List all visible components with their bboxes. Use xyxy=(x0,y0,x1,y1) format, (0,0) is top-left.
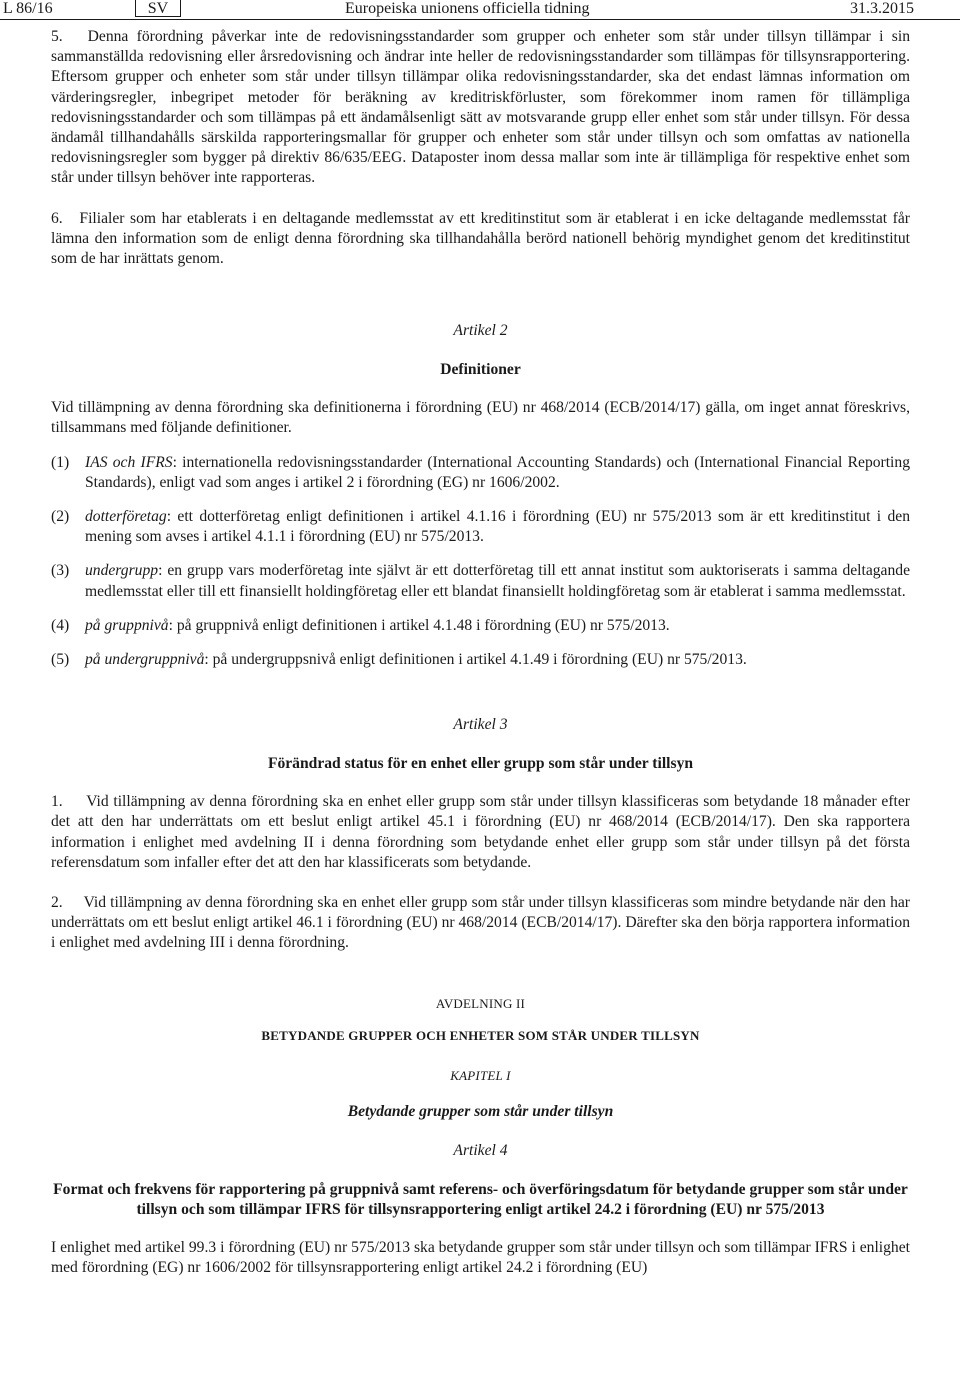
chapter-heading: Betydande grupper som står under tillsyn xyxy=(347,1102,614,1120)
list-item-text xyxy=(85,561,910,601)
list-item xyxy=(51,616,910,636)
paragraph-6-text: Filialer som har etablerats i en deltagande medlemsstat av ett kreditinstitut som är etablerat i en icke deltagande medlemsstat får lämna den information som de enligt denna förordning ska tillhandahålla berörd nationell behörig myndighet genom det kreditinstitut som de har inrättats genom. xyxy=(51,209,910,268)
article-2-intro: Vid tillämpning av denna förordning ska definitionerna i förordning (EU) nr 468/2014 (ECB/2014/17) gälla, om inget annat föreskrivs, tillsammans med följande definitioner. xyxy=(51,399,910,437)
article-3-paragraph-2 xyxy=(51,893,910,954)
article-3-paragraph-1-text: Vid tillämpning av denna förordning ska en enhet eller grupp som står under tillsyn klassificeras som betydande 18 månader efter det att den har underrättats om ett beslut enligt artikel 45.1 i förordning (EU) nr 468/2014 (ECB/2014/17). Den ska rapportera information i enlighet med avdelning II i denna förordning som betydande enhet eller grupp som står under tillsyn på det första referensdatum som infaller efter det att den har klassificerats som betydande. xyxy=(51,793,910,871)
page-reference: L 86/16 xyxy=(3,0,53,17)
definitions-list xyxy=(51,453,910,671)
article-3-number: Artikel 3 xyxy=(453,716,508,734)
paragraph-5-part2: Eftersom grupper och enheter som står under tillsyn tillämpar olika redovisningsstandarder, ska det endast lämnas information om värderingsregler, inbegripet metoder för beräkning av kreditriskförluster, som förekommer inom ramen för tillämpliga redovisningsstandarder och som tillämpas på ett ändamålsenligt sätt av motsvarande grupp eller enhet som står under tillsyn. xyxy=(51,68,910,126)
list-item-text xyxy=(85,507,910,547)
defined-term: på undergruppnivå xyxy=(85,651,205,669)
defined-term: undergrupp xyxy=(85,562,159,580)
list-item xyxy=(51,650,910,670)
header-divider xyxy=(0,19,960,20)
list-item xyxy=(51,507,910,547)
list-item-number: (3) xyxy=(51,562,70,580)
article-3-title: Förändrad status för en enhet eller grupp som står under tillsyn xyxy=(267,755,694,773)
definition-text: : en grupp vars moderföretag inte självt är ett dotterföretag till ett annat institut som auktoriserats i samma deltagande medlemsstat eller till ett finansiellt holdingföretag eller ett blandat finansiellt holdingföretag som är etablerat i samma medlemsstat. xyxy=(85,562,910,600)
title-heading: BETYDANDE GRUPPER OCH ENHETER SOM STÅR UNDER TILLSYN xyxy=(261,1027,700,1043)
list-item-number: (5) xyxy=(51,651,70,669)
list-item xyxy=(51,561,910,601)
journal-header xyxy=(0,0,960,22)
article-3-paragraph-1 xyxy=(51,792,910,873)
chapter-label: KAPITEL I xyxy=(450,1067,511,1083)
article-4-intro: I enlighet med artikel 99.3 i förordning (EU) nr 575/2013 ska betydande grupper som står under tillsyn och som tillämpar IFRS i enlighet med förordning (EG) nr 1606/2002 för tillsynsrapportering enligt artikel 24.2 i förordning (EU) xyxy=(51,1239,910,1277)
publication-date: 31.3.2015 xyxy=(850,0,914,17)
list-item xyxy=(51,453,910,493)
language-badge: SV xyxy=(135,0,181,17)
paragraph-marker: 2. xyxy=(51,894,63,912)
paragraph-6 xyxy=(51,209,910,270)
paragraph-5-part1: Denna förordning påverkar inte de redovisningsstandarder som grupper och enheter som står under tillsyn tillämpar i sin sammanställda redovisning eller årsredovisning och ändrar inte heller de redovisningsstandarder som tillämpas för tillsynsrapportering. xyxy=(51,28,910,66)
definition-text: : på gruppnivå enligt definitionen i artikel 4.1.48 i förordning (EU) nr 575/2013. xyxy=(168,616,670,634)
paragraph-marker: 6. xyxy=(51,209,63,227)
defined-term: dotterföretag xyxy=(85,508,167,526)
paragraph-5-part3: För dessa ändamål tillhandahålls särskilda rapporteringsmallar för grupper och enheter som står under tillsyn och som omfattas av nationella redovisningsregler som bygger på direktiv 86/635/EEG. Dataposter inom dessa mallar som inte är tillämpliga för respektive enhet som står under tillsyn behöver inte rapporteras. xyxy=(51,108,910,187)
article-4-title: Format och frekvens för rapportering på gruppnivå samt referens- och överföringsdatum för betydande grupper som står under tillsyn och som tillämpar IFRS för tillsynsrapportering enligt artikel 24.2 i förordning (EU) nr 575/2013 xyxy=(53,1180,908,1218)
title-label: AVDELNING II xyxy=(435,995,526,1011)
paragraph-5 xyxy=(51,27,910,189)
paragraph-marker: 1. xyxy=(51,793,63,811)
list-item-text xyxy=(85,650,910,670)
defined-term: IAS och IFRS xyxy=(85,453,173,471)
article-4-number: Artikel 4 xyxy=(453,1141,508,1159)
article-2-title: Definitioner xyxy=(440,361,521,379)
article-2-number: Artikel 2 xyxy=(453,322,508,340)
list-item-text xyxy=(85,453,910,493)
document-body xyxy=(51,27,910,1279)
list-item-number: (2) xyxy=(51,508,70,526)
paragraph-marker: 5. xyxy=(51,28,63,45)
definition-text: : ett dotterföretag enligt definitionen i artikel 4.1.16 i förordning (EU) nr 575/2013 som är ett kreditinstitut i den mening som avses i artikel 4.1.1 i förordning (EU) nr 575/2013. xyxy=(85,508,910,546)
definition-text: : på undergruppsnivå enligt definitionen i artikel 4.1.49 i förordning (EU) nr 575/2013. xyxy=(204,651,747,669)
article-3-paragraph-2-text: Vid tillämpning av denna förordning ska en enhet eller grupp som står under tillsyn klassificeras som mindre betydande när den har underrättats om ett beslut enligt artikel 46.1 i förordning (EU) nr 468/2014 (ECB/2014/17). Därefter ska den börja rapportera information i enlighet med avdelning III i denna förordning. xyxy=(51,894,910,952)
list-item-text xyxy=(85,616,910,636)
definition-text: : internationella redovisningsstandarder (International Accounting Standards) och (International Financial Reporting Standards), enligt vad som anges i artikel 2 i förordning (EG) nr 1606/2002. xyxy=(85,453,910,491)
journal-title: Europeiska unionens officiella tidning xyxy=(345,0,590,17)
list-item-number: (1) xyxy=(51,453,70,471)
defined-term: på gruppnivå xyxy=(85,616,169,634)
list-item-number: (4) xyxy=(51,616,70,634)
